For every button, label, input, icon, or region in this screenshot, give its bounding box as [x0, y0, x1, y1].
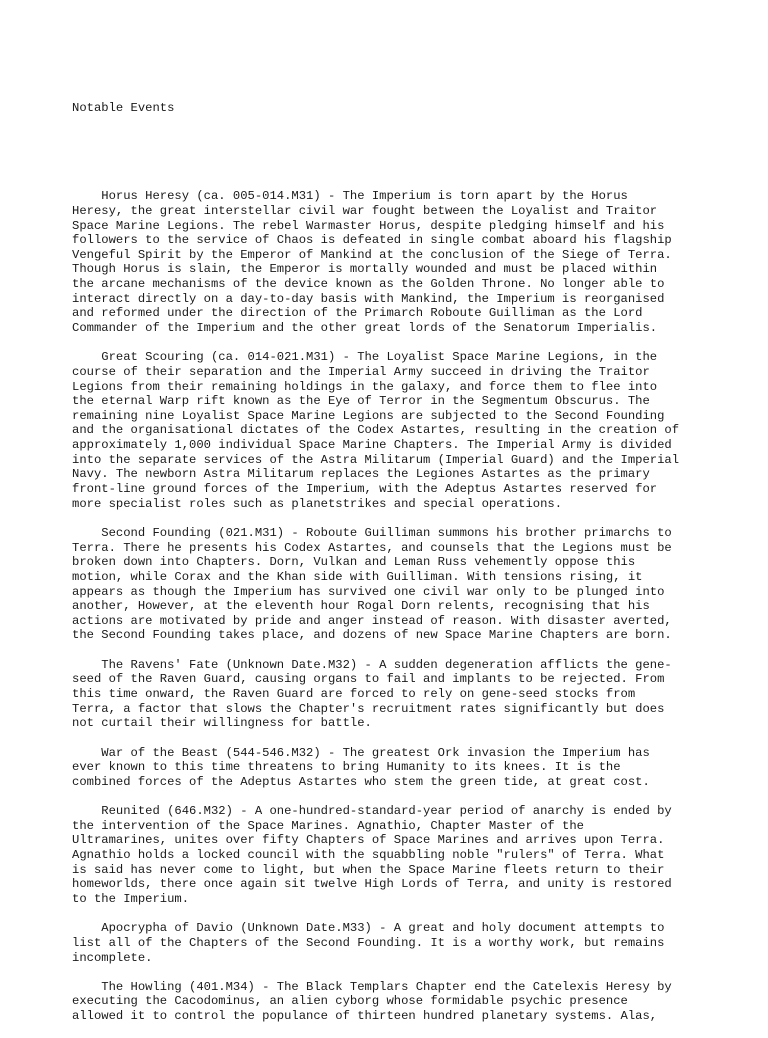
paragraph-spacer — [72, 145, 702, 160]
section-heading: Notable Events — [72, 101, 175, 116]
text-line: Terra, a factor that slows the Chapter's recruitment rates significantly but does — [72, 701, 665, 716]
text-line: not curtail their willingness for battle. — [72, 716, 372, 731]
text-line: the arcane mechanisms of the device known as the Golden Throne. No longer able to — [72, 277, 665, 292]
text-line: Vengeful Spirit by the Emperor of Mankind at the conclusion of the Siege of Terra. — [72, 247, 672, 262]
text-line: into the separate services of the Astra Militarum (Imperial Guard) and the Imperial — [72, 452, 680, 467]
text-line: War of the Beast (544-546.M32) - The greatest Ork invasion the Imperium has — [72, 745, 650, 760]
text-line: to the Imperium. — [72, 891, 190, 906]
paragraph-spacer — [72, 789, 702, 804]
text-line: Legions from their remaining holdings in the galaxy, and force them to flee into — [72, 379, 658, 394]
text-line: Commander of the Imperium and the other great lords of the Senatorum Imperialis. — [72, 320, 658, 335]
text-line: remaining nine Loyalist Space Marine Legions are subjected to the Second Founding — [72, 408, 665, 423]
text-line: this time onward, the Raven Guard are forced to rely on gene-seed stocks from — [72, 687, 636, 701]
text-line: executing the Cacodominus, an alien cyborg whose formidable psychic presence — [72, 994, 628, 1009]
text-line: approximately 1,000 individual Space Marine Chapters. The Imperial Army is divided — [72, 438, 672, 453]
paragraph-spacer — [72, 731, 702, 746]
paragraph — [72, 746, 702, 790]
paragraph — [72, 526, 702, 643]
text-line: actions are motivated by pride and anger instead of reason. With disaster averted, — [72, 613, 672, 628]
text-line: Ultramarines, unites over fifty Chapters of Space Marines and arrives upon Terra. — [72, 833, 665, 848]
text-line: motion, while Corax and the Khan side with Guilliman. With tensions rising, it — [72, 569, 643, 584]
text-line: followers to the service of Chaos is defeated in single combat aboard his flagship — [72, 233, 672, 248]
text-line: Navy. The newborn Astra Militarum replaces the Legiones Astartes as the primary — [72, 467, 650, 482]
text-line: front-line ground forces of the Imperium, with the Adeptus Astartes reserved for — [72, 482, 658, 497]
text-line: Horus Heresy (ca. 005-014.M31) - The Imperium is torn apart by the Horus — [72, 189, 628, 204]
text-line: and the organisational dictates of the Codex Astartes, resulting in the creation of — [72, 423, 680, 438]
text-line: seed of the Raven Guard, causing organs to fail and implants to be rejected. From — [72, 672, 665, 687]
text-line: The Howling (401.M34) - The Black Templars Chapter end the Catelexis Heresy by — [72, 979, 672, 994]
text-line: allowed it to control the populance of thirteen hundred planetary systems. Alas, — [72, 1009, 658, 1024]
text-line: interact directly on a day-to-day basis with Mankind, the Imperium is reorganised — [72, 291, 665, 306]
text-line: the Second Founding takes place, and dozens of new Space Marine Chapters are born. — [72, 628, 672, 643]
paragraph — [72, 658, 702, 731]
text-line: Space Marine Legions. The rebel Warmaster Horus, despite pledging himself and his — [72, 218, 665, 233]
paragraph — [72, 921, 702, 965]
paragraph — [72, 804, 702, 906]
document-page — [72, 72, 702, 1038]
text-line: Though Horus is slain, the Emperor is mortally wounded and must be placed within — [72, 262, 658, 277]
text-line: appears as though the Imperium has survived one civil war only to be plunged into — [72, 584, 665, 599]
paragraph-spacer — [72, 643, 702, 658]
text-line: incomplete. — [72, 950, 153, 965]
text-line: Reunited (646.M32) - A one-hundred-standard-year period of anarchy is ended by — [72, 804, 672, 819]
text-line: another, However, at the eleventh hour Rogal Dorn relents, recognising that his — [72, 599, 650, 614]
text-line: the eternal Warp rift known as the Eye of Terror in the Segmentum Obscurus. The — [72, 394, 650, 409]
text-line: is said has never come to light, but when the Space Marine fleets return to their — [72, 862, 665, 877]
text-line: and reformed under the direction of the Primarch Roboute Guilliman as the Lord — [72, 306, 643, 321]
text-line: Second Founding (021.M31) - Roboute Guilliman summons his brother primarchs to — [72, 525, 672, 540]
paragraph-list — [72, 189, 702, 1024]
text-line: course of their separation and the Imperial Army succeed in driving the Traitor — [72, 364, 650, 379]
text-line: Great Scouring (ca. 014-021.M31) - The Loyalist Space Marine Legions, in the — [72, 350, 658, 365]
paragraph — [72, 980, 702, 1024]
paragraph-spacer — [72, 511, 702, 526]
text-line: The Ravens' Fate (Unknown Date.M32) - A sudden degeneration afflicts the gene- — [72, 657, 672, 672]
text-line: Terra. There he presents his Codex Astartes, and counsels that the Legions must be — [72, 540, 672, 555]
text-line: ever known to this time threatens to bring Humanity to its knees. It is the — [72, 760, 621, 775]
text-line: broken down into Chapters. Dorn, Vulkan and Leman Russ vehemently oppose this — [72, 555, 636, 570]
text-line: combined forces of the Adeptus Astartes who stem the green tide, at great cost. — [72, 774, 650, 789]
paragraph-spacer — [72, 965, 702, 980]
text-line: homeworlds, there once again sit twelve High Lords of Terra, and unity is restored — [72, 877, 672, 892]
text-line: more specialist roles such as planetstrikes and special operations. — [72, 496, 563, 511]
paragraph — [72, 189, 702, 335]
paragraph-spacer — [72, 336, 702, 351]
text-line: Apocrypha of Davio (Unknown Date.M33) - A great and holy document attempts to — [72, 921, 665, 936]
text-line: list all of the Chapters of the Second Founding. It is a worthy work, but remains — [72, 935, 665, 950]
paragraph-spacer — [72, 907, 702, 922]
paragraph — [72, 350, 702, 511]
text-line: Agnathio holds a locked council with the squabbling noble "rulers" of Terra. What — [72, 848, 665, 863]
text-line: the intervention of the Space Marines. Agnathio, Chapter Master of the — [72, 818, 584, 833]
text-line: Heresy, the great interstellar civil war fought between the Loyalist and Traitor — [72, 203, 658, 218]
